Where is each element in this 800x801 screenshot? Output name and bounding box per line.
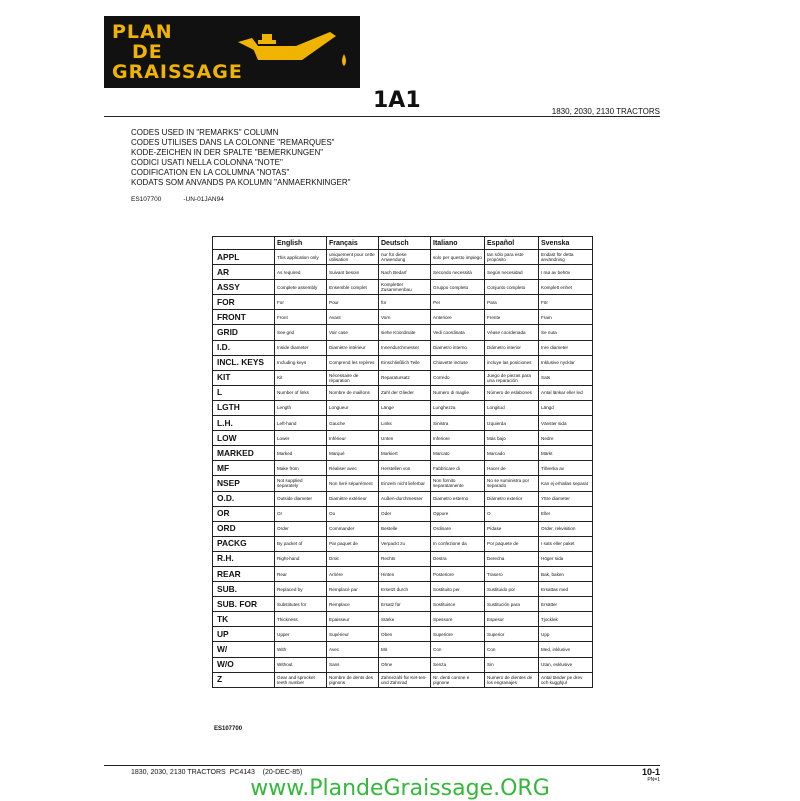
- translation-cell: Marcato: [431, 446, 485, 461]
- translation-cell: For: [275, 295, 327, 310]
- table-row: [213, 506, 593, 521]
- translation-cell: Oben: [379, 627, 431, 642]
- code-title-fr: CODES UTILISES DANS LA COLONNE "REMARQUES": [131, 138, 335, 147]
- translation-cell: Por paquete de: [485, 536, 539, 551]
- codes-table: [212, 236, 593, 688]
- page-number-sub: PN=1: [647, 777, 660, 783]
- code-cell: REAR: [213, 566, 275, 581]
- translation-cell: Diametro interno: [431, 340, 485, 355]
- table-row: [213, 491, 593, 506]
- translation-cell: Verpackt zu: [379, 536, 431, 551]
- translation-cell: Remplace: [327, 597, 379, 612]
- code-cell: LOW: [213, 431, 275, 446]
- translation-cell: Thickness: [275, 612, 327, 627]
- code-cell: APPL: [213, 250, 275, 265]
- column-header: Deutsch: [379, 237, 431, 250]
- translation-cell: Se nuta: [539, 325, 593, 340]
- translation-cell: Par paquet de: [327, 536, 379, 551]
- translation-cell: Tillverka av: [539, 461, 593, 476]
- table-row: [213, 340, 593, 355]
- translation-cell: Derecha: [485, 551, 539, 566]
- translation-cell: Sans: [327, 657, 379, 672]
- reference-date: -UN-01JAN94: [183, 196, 224, 203]
- translation-cell: Tjocklek: [539, 612, 593, 627]
- translation-cell: Stärke: [379, 612, 431, 627]
- translation-cell: Substitutes for: [275, 597, 327, 612]
- translation-cell: Commander: [327, 521, 379, 536]
- translation-cell: Trasero: [485, 566, 539, 581]
- translation-cell: Más bajo: [485, 431, 539, 446]
- oil-can-icon: [232, 24, 356, 82]
- translation-cell: Upper: [275, 627, 327, 642]
- translation-cell: Spessore: [431, 612, 485, 627]
- translation-cell: Einschließlich Teile: [379, 355, 431, 370]
- translation-cell: Antal länkar eller led: [539, 385, 593, 400]
- translation-cell: Höger sida: [539, 551, 593, 566]
- translation-cell: Espesor: [485, 612, 539, 627]
- translation-cell: Hacer de: [485, 461, 539, 476]
- translation-cell: Inside diameter: [275, 340, 327, 355]
- translation-cell: Outside diameter: [275, 491, 327, 506]
- translation-cell: Arrière: [327, 566, 379, 581]
- translation-cell: Diámetro interior: [485, 340, 539, 355]
- translation-cell: Märkt: [539, 446, 593, 461]
- translation-cell: Para: [485, 295, 539, 310]
- watermark-link[interactable]: www.PlandeGraissage.ORG: [250, 776, 550, 801]
- translation-cell: Gear and sprocket teeth number: [275, 672, 327, 687]
- translation-cell: Nach Bedarf: [379, 265, 431, 280]
- translation-cell: Supérieur: [327, 627, 379, 642]
- translation-cell: für: [379, 295, 431, 310]
- code-cell: FRONT: [213, 310, 275, 325]
- footer-model: 1830, 2030, 2130 TRACTORS: [131, 769, 226, 776]
- translation-cell: Ersattas med: [539, 582, 593, 597]
- translation-cell: Nr. denti corone e pignone: [431, 672, 485, 687]
- translation-cell: Ou: [327, 506, 379, 521]
- code-cell: PACKG: [213, 536, 275, 551]
- translation-cell: Pídase: [485, 521, 539, 536]
- translation-cell: Véase coordenada: [485, 325, 539, 340]
- logo: [104, 16, 360, 88]
- footer-divider: [104, 765, 660, 766]
- reference-line: [131, 196, 246, 203]
- translation-cell: Zahnezahl für Ket-ten- und Zahnrad: [379, 672, 431, 687]
- translation-cell: Kit: [275, 370, 327, 385]
- logo-line-2: DE: [132, 41, 163, 63]
- translation-cell: Links: [379, 416, 431, 431]
- table-row: [213, 370, 593, 385]
- table-row: [213, 265, 593, 280]
- translation-cell: Con: [485, 642, 539, 657]
- translation-cell: Right-hand: [275, 551, 327, 566]
- translation-cell: Non fornito separatamente: [431, 476, 485, 491]
- table-row: [213, 385, 593, 400]
- translation-cell: solo per questo impiego: [431, 250, 485, 265]
- translation-cell: Komplett enhet: [539, 280, 593, 295]
- footer-catalog: PC4143: [229, 769, 255, 776]
- translation-cell: För: [539, 295, 593, 310]
- translation-cell: Senza: [431, 657, 485, 672]
- translation-cell: I mø av behöv: [539, 265, 593, 280]
- column-header: Italiano: [431, 237, 485, 250]
- translation-cell: Nedre: [539, 431, 593, 446]
- translation-cell: Superior: [485, 627, 539, 642]
- translation-cell: Corredo: [431, 370, 485, 385]
- column-header: Español: [485, 237, 539, 250]
- translation-cell: Remplacé par: [327, 582, 379, 597]
- table-row: [213, 566, 593, 581]
- translation-cell: Superiore: [431, 627, 485, 642]
- translation-cell: Inférieur: [327, 431, 379, 446]
- translation-cell: Yttre diameter: [539, 491, 593, 506]
- translation-cell: Chiavette incluse: [431, 355, 485, 370]
- code-cell: R.H.: [213, 551, 275, 566]
- translation-cell: Außen-durchmesser: [379, 491, 431, 506]
- reference-code: ES107700: [131, 196, 162, 203]
- table-row: [213, 310, 593, 325]
- translation-cell: Vorn: [379, 310, 431, 325]
- translation-cell: Inklusive nycklar: [539, 355, 593, 370]
- translation-cell: Mit: [379, 642, 431, 657]
- code-title-en: CODES USED IN "REMARKS" COLUMN: [131, 128, 279, 137]
- translation-cell: Réaliser avec: [327, 461, 379, 476]
- translation-cell: Bestelle: [379, 521, 431, 536]
- translation-cell: Eller: [539, 506, 593, 521]
- table-header-row: [213, 237, 593, 250]
- code-cell: TK: [213, 612, 275, 627]
- code-cell: UP: [213, 627, 275, 642]
- translation-cell: Posteriore: [431, 566, 485, 581]
- code-cell: L.H.: [213, 416, 275, 431]
- translation-cell: Number of links: [275, 385, 327, 400]
- translation-cell: incluye las posiciones: [485, 355, 539, 370]
- code-cell: MARKED: [213, 446, 275, 461]
- translation-cell: Marcado: [485, 446, 539, 461]
- table-row: [213, 446, 593, 461]
- translation-cell: Complete assembly: [275, 280, 327, 295]
- translation-cell: Vänster sida: [539, 416, 593, 431]
- translation-cell: Inferiore: [431, 431, 485, 446]
- translation-cell: Reparatursatz: [379, 370, 431, 385]
- column-header: Svenska: [539, 237, 593, 250]
- code-cell: FOR: [213, 295, 275, 310]
- translation-cell: Pour: [327, 295, 379, 310]
- table-row: [213, 657, 593, 672]
- translation-cell: Diametro esterno: [431, 491, 485, 506]
- translation-cell: uniquement pour cette utilisation: [327, 250, 379, 265]
- translation-cell: Bak, baken: [539, 566, 593, 581]
- translation-cell: Rear: [275, 566, 327, 581]
- translation-cell: By packet of: [275, 536, 327, 551]
- translation-cell: Antal tänder pe drev och kugghjul: [539, 672, 593, 687]
- model-header: 1830, 2030, 2130 TRACTORS: [551, 107, 660, 116]
- translation-cell: Ohne: [379, 657, 431, 672]
- table-row: [213, 672, 593, 687]
- table-row: [213, 400, 593, 415]
- translation-cell: Ensemble complet: [327, 280, 379, 295]
- page-code: 1A1: [373, 88, 421, 113]
- translation-cell: Juego de piezas para una reparación: [485, 370, 539, 385]
- table-row: [213, 295, 593, 310]
- translation-cell: Gauche: [327, 416, 379, 431]
- translation-cell: Número de eslabones: [485, 385, 539, 400]
- translation-cell: Vedi coordinata: [431, 325, 485, 340]
- column-header: [213, 237, 275, 250]
- translation-cell: I sats eller paket: [539, 536, 593, 551]
- translation-cell: Lower: [275, 431, 327, 446]
- code-title-sv: KODATS SOM ANVANDS PA KOLUMN "ANMAERKNINGER": [131, 178, 351, 187]
- table-row: [213, 280, 593, 295]
- translation-cell: Diamètre intérieur: [327, 340, 379, 355]
- translation-cell: Suivant besoin: [327, 265, 379, 280]
- translation-cell: Replaced by: [275, 582, 327, 597]
- translation-cell: Unten: [379, 431, 431, 446]
- translation-cell: Left-hand: [275, 416, 327, 431]
- code-cell: W/: [213, 642, 275, 657]
- translation-cell: Frente: [485, 310, 539, 325]
- translation-cell: Según necesidad: [485, 265, 539, 280]
- translation-cell: Kan ej erhallas separat: [539, 476, 593, 491]
- translation-cell: Länge: [379, 400, 431, 415]
- translation-cell: Gruppo completo: [431, 280, 485, 295]
- translation-cell: Length: [275, 400, 327, 415]
- translation-cell: Endast för detta användning: [539, 250, 593, 265]
- translation-cell: Nombre de maillons: [327, 385, 379, 400]
- table-row: [213, 627, 593, 642]
- translation-cell: Order: [275, 521, 327, 536]
- translation-cell: This application only: [275, 250, 327, 265]
- translation-cell: Marked: [275, 446, 327, 461]
- logo-line-1: PLAN: [112, 21, 173, 43]
- code-cell: SUB.: [213, 582, 275, 597]
- translation-cell: No se suministra por separado: [485, 476, 539, 491]
- translation-cell: Non livré séparément: [327, 476, 379, 491]
- code-cell: SUB. FOR: [213, 597, 275, 612]
- translation-cell: Ordinare: [431, 521, 485, 536]
- translation-cell: Fabbricare di: [431, 461, 485, 476]
- table-row: [213, 476, 593, 491]
- code-cell: LGTH: [213, 400, 275, 415]
- translation-cell: Ersätter: [539, 597, 593, 612]
- translation-cell: Sats: [539, 370, 593, 385]
- translation-cell: Including keys: [275, 355, 327, 370]
- translation-cell: siehe Koordinate: [379, 325, 431, 340]
- table-row: [213, 416, 593, 431]
- translation-cell: Sostituito per: [431, 582, 485, 597]
- table-row: [213, 461, 593, 476]
- translation-cell: Innendurchmesser: [379, 340, 431, 355]
- translation-cell: Anteriore: [431, 310, 485, 325]
- translation-cell: Upp: [539, 627, 593, 642]
- translation-cell: Not supplied separately: [275, 476, 327, 491]
- code-cell: Z: [213, 672, 275, 687]
- translation-cell: Lunghezza: [431, 400, 485, 415]
- translation-cell: Numero de dientes de los engranajes: [485, 672, 539, 687]
- translation-cell: Oder: [379, 506, 431, 521]
- translation-cell: Inre diameter: [539, 340, 593, 355]
- translation-cell: Sinistra: [431, 416, 485, 431]
- translation-cell: In confezione da: [431, 536, 485, 551]
- codes-table-scan: [212, 236, 592, 736]
- footer-date: (20-DEC-85): [262, 769, 303, 776]
- translation-cell: With: [275, 642, 327, 657]
- table-row: [213, 582, 593, 597]
- table-row: [213, 325, 593, 340]
- page-number-main: 10-1: [641, 767, 660, 777]
- table-row: [213, 355, 593, 370]
- code-cell: W/O: [213, 657, 275, 672]
- translation-cell: Markiert: [379, 446, 431, 461]
- translation-cell: Order, rekvisition: [539, 521, 593, 536]
- code-cell: ASSY: [213, 280, 275, 295]
- code-cell: O.D.: [213, 491, 275, 506]
- translation-cell: Longitud: [485, 400, 539, 415]
- translation-cell: Diámetro exterior: [485, 491, 539, 506]
- translation-cell: Per: [431, 295, 485, 310]
- translation-cell: Herstellen von: [379, 461, 431, 476]
- table-row: [213, 642, 593, 657]
- translation-cell: Droit: [327, 551, 379, 566]
- header-divider: [104, 116, 660, 117]
- translation-cell: Epaisseur: [327, 612, 379, 627]
- code-cell: NSEP: [213, 476, 275, 491]
- translation-cell: Make from: [275, 461, 327, 476]
- translation-cell: As required: [275, 265, 327, 280]
- translation-cell: Oppure: [431, 506, 485, 521]
- table-row: [213, 551, 593, 566]
- table-row: [213, 431, 593, 446]
- translation-cell: Kompletter Zusammenbau: [379, 280, 431, 295]
- code-cell: AR: [213, 265, 275, 280]
- table-row: [213, 597, 593, 612]
- table-row: [213, 612, 593, 627]
- translation-cell: See grid: [275, 325, 327, 340]
- translation-cell: Nombre de dents des pignons: [327, 672, 379, 687]
- translation-cell: Fram: [539, 310, 593, 325]
- translation-cell: O: [485, 506, 539, 521]
- scan-reference: ES107700: [214, 726, 243, 732]
- translation-cell: Ersatz für: [379, 597, 431, 612]
- code-titles: [131, 128, 351, 188]
- translation-cell: Destra: [431, 551, 485, 566]
- translation-cell: Numero di maglie: [431, 385, 485, 400]
- code-cell: L: [213, 385, 275, 400]
- translation-cell: Front: [275, 310, 327, 325]
- table-row: [213, 536, 593, 551]
- table-row: [213, 521, 593, 536]
- translation-cell: Longueur: [327, 400, 379, 415]
- code-cell: KIT: [213, 370, 275, 385]
- translation-cell: Diamètre extérieur: [327, 491, 379, 506]
- code-title-de: KODE-ZEICHEN IN DER SPALTE "BEMERKUNGEN": [131, 148, 324, 157]
- translation-cell: Utan, exklusive: [539, 657, 593, 672]
- translation-cell: Nécessaire de réparation: [327, 370, 379, 385]
- logo-line-3: GRAISSAGE: [112, 61, 243, 83]
- table-row: [213, 250, 593, 265]
- translation-cell: Sin: [485, 657, 539, 672]
- translation-cell: Avec: [327, 642, 379, 657]
- translation-cell: Zahl der Glieder: [379, 385, 431, 400]
- translation-cell: Or: [275, 506, 327, 521]
- footer: [131, 769, 302, 776]
- translation-cell: Izquierda: [485, 416, 539, 431]
- column-header: Français: [327, 237, 379, 250]
- translation-cell: Avant: [327, 310, 379, 325]
- code-cell: OR: [213, 506, 275, 521]
- translation-cell: Voir case: [327, 325, 379, 340]
- translation-cell: Ersetzt durch: [379, 582, 431, 597]
- code-cell: MF: [213, 461, 275, 476]
- translation-cell: Längd: [539, 400, 593, 415]
- translation-cell: Rechts: [379, 551, 431, 566]
- code-title-es: CODIFICATION EN LA COLUMNA "NOTAS": [131, 168, 290, 177]
- translation-cell: Secondo necessità: [431, 265, 485, 280]
- translation-cell: Sustitución para: [485, 597, 539, 612]
- code-cell: INCL. KEYS: [213, 355, 275, 370]
- column-header: English: [275, 237, 327, 250]
- translation-cell: Marqué: [327, 446, 379, 461]
- translation-cell: Comprend les repères: [327, 355, 379, 370]
- translation-cell: Hinten: [379, 566, 431, 581]
- translation-cell: Sustituido por: [485, 582, 539, 597]
- translation-cell: Conjunto completo: [485, 280, 539, 295]
- code-title-it: CODICI USATI NELLA COLONNA "NOTE": [131, 158, 283, 167]
- translation-cell: nur für diese Anwendung: [379, 250, 431, 265]
- translation-cell: Con: [431, 642, 485, 657]
- translation-cell: Without: [275, 657, 327, 672]
- translation-cell: Sostituisce: [431, 597, 485, 612]
- translation-cell: tan sólo para este propósito: [485, 250, 539, 265]
- code-cell: GRID: [213, 325, 275, 340]
- code-cell: ORD: [213, 521, 275, 536]
- translation-cell: Einzeln nicht lieferbar: [379, 476, 431, 491]
- code-cell: I.D.: [213, 340, 275, 355]
- translation-cell: Med, inklusive: [539, 642, 593, 657]
